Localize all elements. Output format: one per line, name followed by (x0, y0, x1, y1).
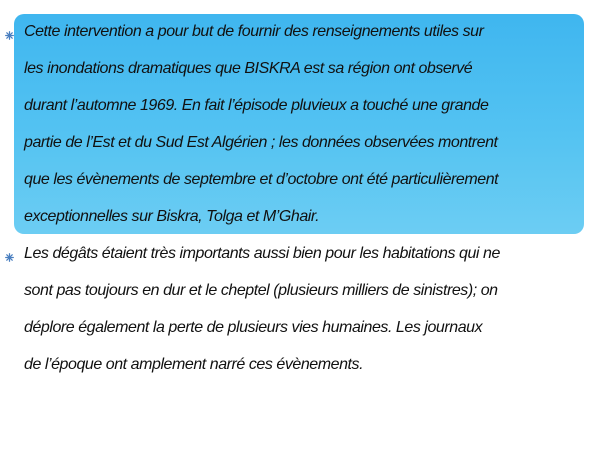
paragraph-1-line-5: que les évènements de septembre et d’octobre ont été particulièrement (24, 171, 499, 188)
paragraph-2-line-3: déplore également la perte de plusieurs vies humaines. Les journaux (24, 319, 483, 336)
highlight-panel (14, 14, 584, 234)
snowflake-bullet-icon (5, 31, 14, 40)
paragraph-1-line-2: les inondations dramatiques que BISKRA est sa région ont observé (24, 60, 473, 77)
paragraph-2-line-4: de l’époque ont amplement narré ces évènements. (24, 356, 364, 373)
paragraph-1-line-6: exceptionnelles sur Biskra, Tolga et M’Ghair. (24, 208, 320, 225)
paragraph-1-line-1: Cette intervention a pour but de fournir des renseignements utiles sur (24, 23, 484, 40)
paragraph-1-line-4: partie de l’Est et du Sud Est Algérien ; les données observées montrent (24, 134, 498, 151)
paragraph-1-line-3: durant l’automne 1969. En fait l’épisode pluvieux a touché une grande (24, 97, 489, 114)
snowflake-bullet-icon (5, 253, 14, 262)
paragraph-2-line-1: Les dégâts étaient très importants aussi bien pour les habitations qui ne (24, 245, 500, 262)
paragraph-2-line-2: sont pas toujours en dur et le cheptel (plusieurs milliers de sinistres); on (24, 282, 498, 299)
